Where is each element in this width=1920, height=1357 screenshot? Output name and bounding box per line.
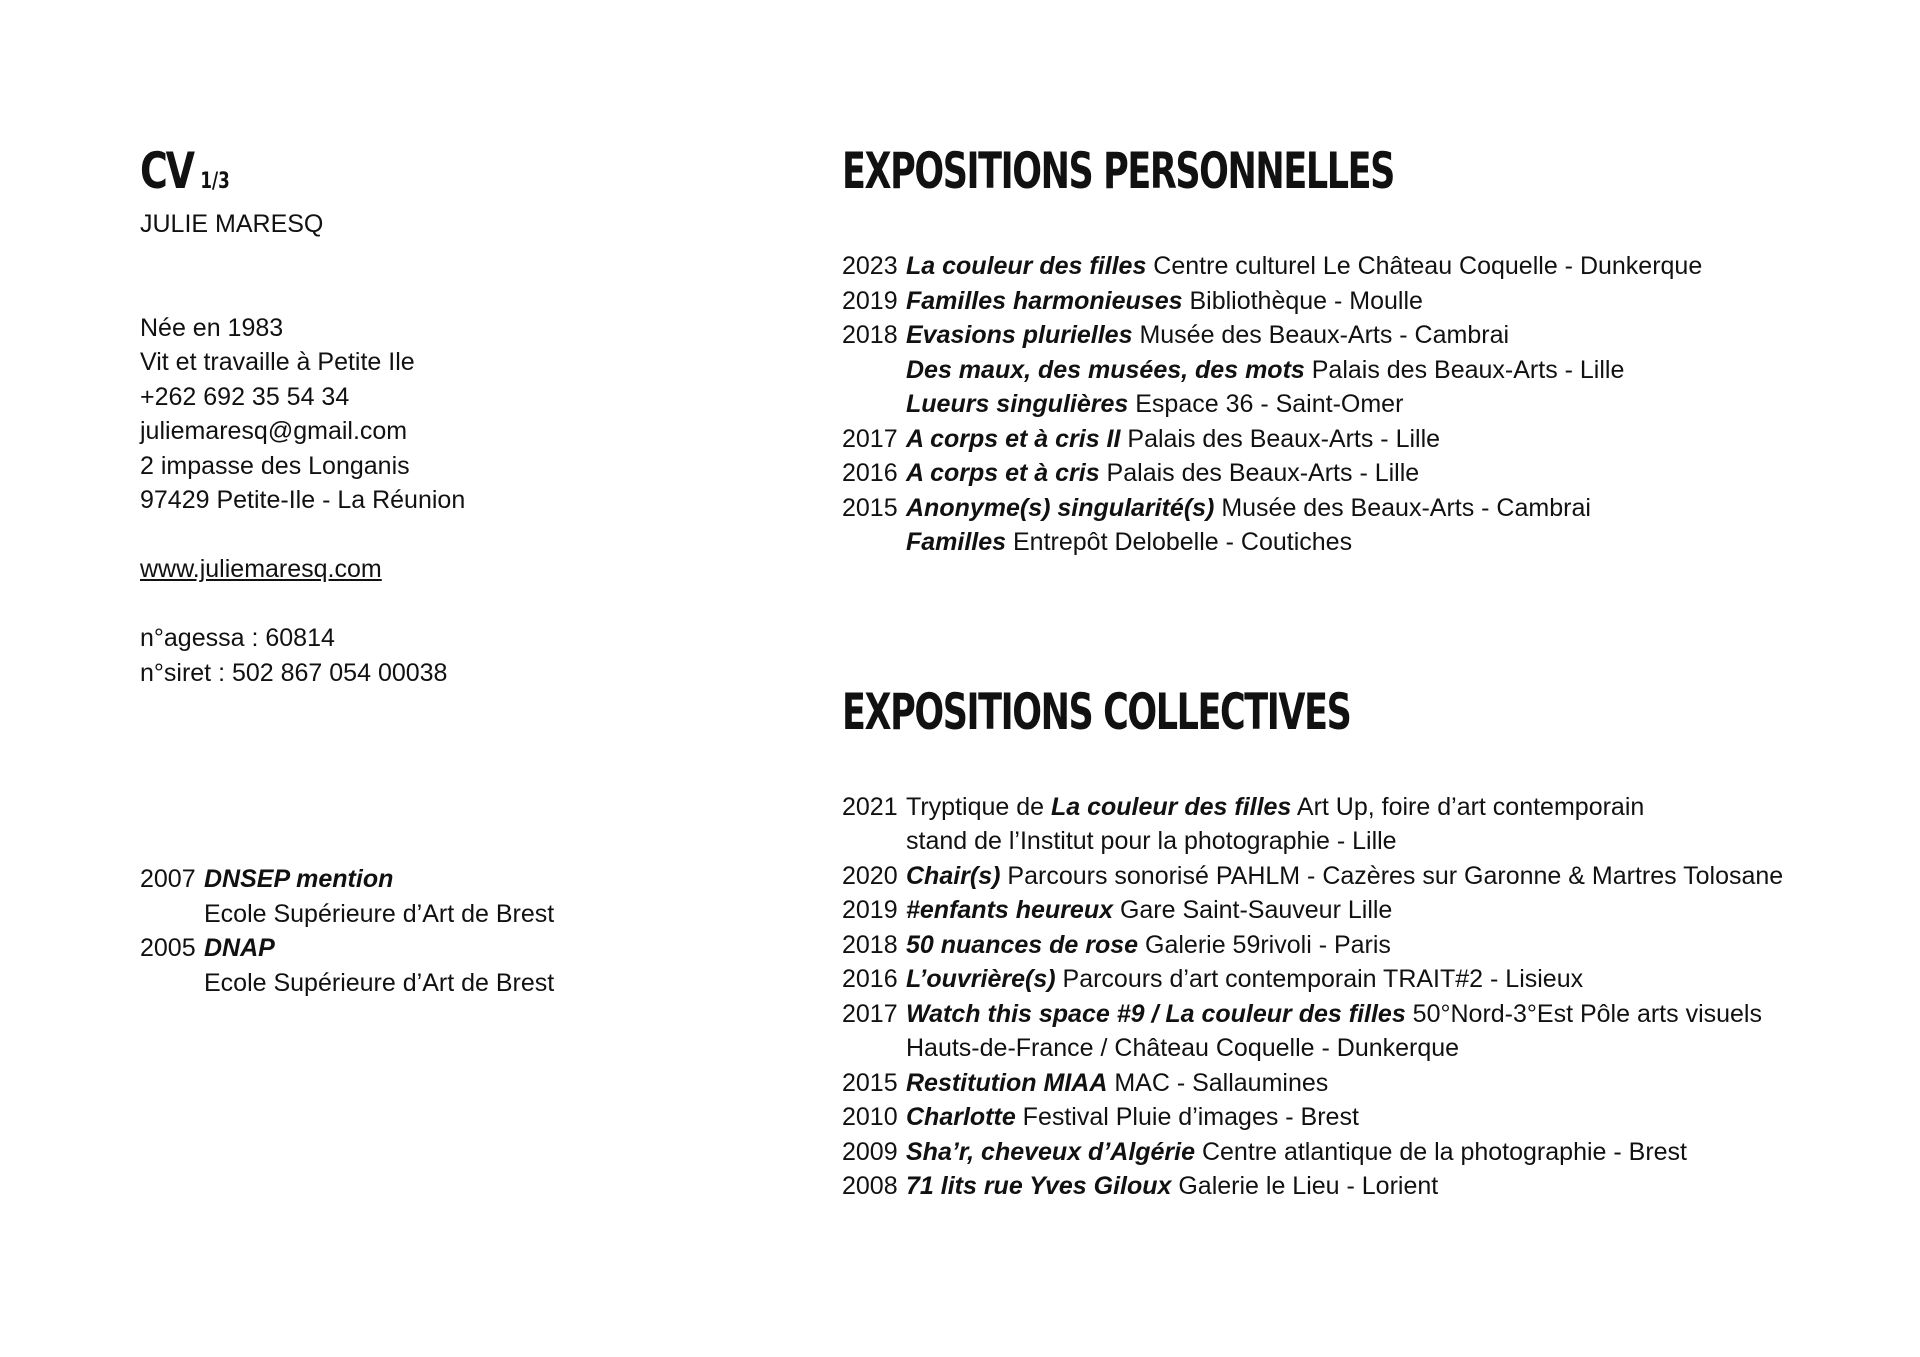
exhibition-row [842, 893, 1902, 928]
exhibition-venue: Centre culturel Le Château Coquelle - Dunkerque [1146, 252, 1703, 280]
residence-line: Vit et travaille à Petite Ile [140, 348, 415, 376]
exhibition-title: 71 lits rue Yves Giloux [906, 1172, 1172, 1200]
solo-shows-list [842, 249, 1902, 560]
exhibition-title: Anonyme(s) singularité(s) [906, 493, 1215, 522]
exhibition-venue: Musée des Beaux-Arts - Cambrai [1132, 321, 1510, 349]
exhibition-year: 2019 [842, 286, 898, 315]
left-column [140, 143, 760, 1000]
exhibition-year: 2008 [842, 1172, 898, 1200]
exhibition-year [842, 353, 906, 388]
email-line: juliemaresq@gmail.com [140, 417, 408, 445]
cv-title: CV 1/3 [140, 142, 230, 200]
exhibition-title: Des maux, des musées, des mots [906, 355, 1305, 384]
exhibition-year: 2021 [842, 792, 898, 821]
exhibition-title: L’ouvrière(s) [906, 965, 1056, 993]
exhibition-year: 2015 [842, 493, 898, 522]
exhibition-title: A corps et à cris II [906, 424, 1121, 453]
address-city: 97429 Petite-Ile - La Réunion [140, 486, 466, 514]
exhibition-title: Restitution MIAA [906, 1068, 1108, 1097]
exhibition-title: La couleur des filles [906, 252, 1147, 280]
exhibition-venue: Espace 36 - Saint-Omer [1128, 390, 1404, 418]
exhibition-title: La couleur des filles [1050, 792, 1292, 821]
exhibition-year [842, 387, 906, 422]
education-row [140, 966, 760, 1001]
exhibition-prefix: stand de l’Institut pour la photographie - Lille [906, 827, 1397, 855]
exhibition-row [842, 284, 1902, 319]
group-shows-title: EXPOSITIONS COLLECTIVES [842, 682, 1351, 741]
exhibition-row [842, 790, 1902, 825]
exhibition-row [842, 525, 1902, 560]
exhibition-title: Familles harmonieuses [906, 286, 1183, 315]
exhibition-venue: Parcours d’art contemporain TRAIT#2 - Lisieux [1055, 965, 1584, 993]
exhibition-row [842, 456, 1902, 491]
exhibition-year [842, 824, 906, 859]
exhibition-row [842, 997, 1902, 1032]
education-row: 2007 DNSEP mention [140, 862, 760, 897]
exhibition-title: Chair(s) [906, 861, 1001, 890]
exhibition-venue: Galerie le Lieu - Lorient [1171, 1172, 1439, 1200]
exhibition-venue: Palais des Beaux-Arts - Lille [1099, 459, 1420, 487]
exhibition-row [842, 859, 1902, 894]
exhibition-year: 2009 [842, 1137, 898, 1166]
siret-number: n°siret : 502 867 054 00038 [140, 658, 448, 687]
exhibition-title: Evasions plurielles [906, 321, 1133, 349]
school: Ecole Supérieure d’Art de Brest [204, 899, 555, 928]
exhibition-prefix: Tryptique de [906, 792, 1051, 821]
right-column [842, 143, 1902, 1204]
exhibition-year: 2020 [842, 861, 898, 890]
website-link[interactable]: www.juliemaresq.com [140, 555, 382, 583]
exhibition-year: 2016 [842, 459, 898, 487]
exhibition-venue: Parcours sonorisé PAHLM - Cazères sur Garonne & Martres Tolosane [1000, 861, 1784, 890]
exhibition-year: 2018 [842, 930, 898, 959]
group-shows-list [842, 790, 1902, 1204]
contact-block [140, 311, 760, 518]
exhibition-year: 2010 [842, 1103, 898, 1131]
exhibition-row [842, 353, 1902, 388]
exhibition-venue: Palais des Beaux-Arts - Lille [1120, 424, 1441, 453]
exhibition-year: 2017 [842, 999, 898, 1028]
exhibition-row [842, 249, 1902, 284]
exhibition-venue: Palais des Beaux-Arts - Lille [1304, 355, 1625, 384]
exhibition-title: Sha’r, cheveux d’Algérie [906, 1137, 1196, 1166]
exhibition-year: 2018 [842, 321, 898, 349]
exhibition-year [842, 1031, 906, 1066]
exhibition-title: #enfants heureux [906, 896, 1114, 924]
exhibition-year [842, 525, 906, 560]
page-indicator: 1/3 [200, 169, 230, 194]
exhibition-row [842, 318, 1902, 353]
exhibition-venue: Festival Pluie d’images - Brest [1015, 1103, 1359, 1131]
birth-line: Née en 1983 [140, 313, 284, 342]
exhibition-row [842, 962, 1902, 997]
exhibition-row [842, 422, 1902, 457]
exhibition-venue: Musée des Beaux-Arts - Cambrai [1214, 493, 1591, 522]
exhibition-venue: Galerie 59rivoli - Paris [1138, 930, 1391, 959]
exhibition-year: 2019 [842, 896, 898, 924]
exhibition-row [842, 1100, 1902, 1135]
exhibition-title: Watch this space #9 / La couleur des filles [906, 999, 1406, 1028]
exhibition-venue: Bibliothèque - Moulle [1182, 286, 1423, 315]
solo-shows-title: EXPOSITIONS PERSONNELLES [842, 142, 1394, 200]
exhibition-venue: MAC - Sallaumines [1107, 1068, 1329, 1097]
diploma: DNSEP mention [204, 865, 394, 893]
exhibition-year: 2015 [842, 1068, 898, 1097]
exhibition-year: 2023 [842, 252, 898, 280]
artist-name: JULIE MARESQ [140, 210, 324, 238]
exhibition-row [842, 824, 1902, 859]
address-street: 2 impasse des Longanis [140, 451, 410, 480]
exhibition-title: Charlotte [906, 1103, 1016, 1131]
diploma: DNAP [204, 934, 275, 962]
exhibition-year: 2017 [842, 424, 898, 453]
education-block [140, 862, 760, 1000]
exhibition-row [842, 1066, 1902, 1101]
exhibition-venue: Centre atlantique de la photographie - Brest [1195, 1137, 1687, 1166]
exhibition-venue: Gare Saint-Sauveur Lille [1113, 896, 1393, 924]
education-row: 2005 DNAP [140, 931, 760, 966]
exhibition-row [842, 1031, 1902, 1066]
exhibition-title: A corps et à cris [906, 459, 1100, 487]
exhibition-title: Familles [906, 528, 1007, 556]
admin-ids [140, 621, 760, 690]
exhibition-venue: Art Up, foire d’art contemporain [1291, 792, 1645, 821]
agessa-number: n°agessa : 60814 [140, 624, 335, 652]
exhibition-prefix: Hauts-de-France / Château Coquelle - Dunkerque [906, 1034, 1460, 1062]
exhibition-title: Lueurs singulières [906, 390, 1129, 418]
school: Ecole Supérieure d’Art de Brest [204, 968, 555, 997]
exhibition-venue: 50°Nord-3°Est Pôle arts visuels [1405, 999, 1762, 1028]
education-row [140, 897, 760, 932]
exhibition-row [842, 928, 1902, 963]
exhibition-venue: Entrepôt Delobelle - Coutiches [1006, 528, 1353, 556]
exhibition-year: 2016 [842, 965, 898, 993]
phone-line: +262 692 35 54 34 [140, 382, 350, 411]
exhibition-row [842, 491, 1902, 526]
exhibition-row [842, 387, 1902, 422]
exhibition-title: 50 nuances de rose [906, 930, 1139, 959]
exhibition-row [842, 1169, 1902, 1204]
exhibition-row [842, 1135, 1902, 1170]
